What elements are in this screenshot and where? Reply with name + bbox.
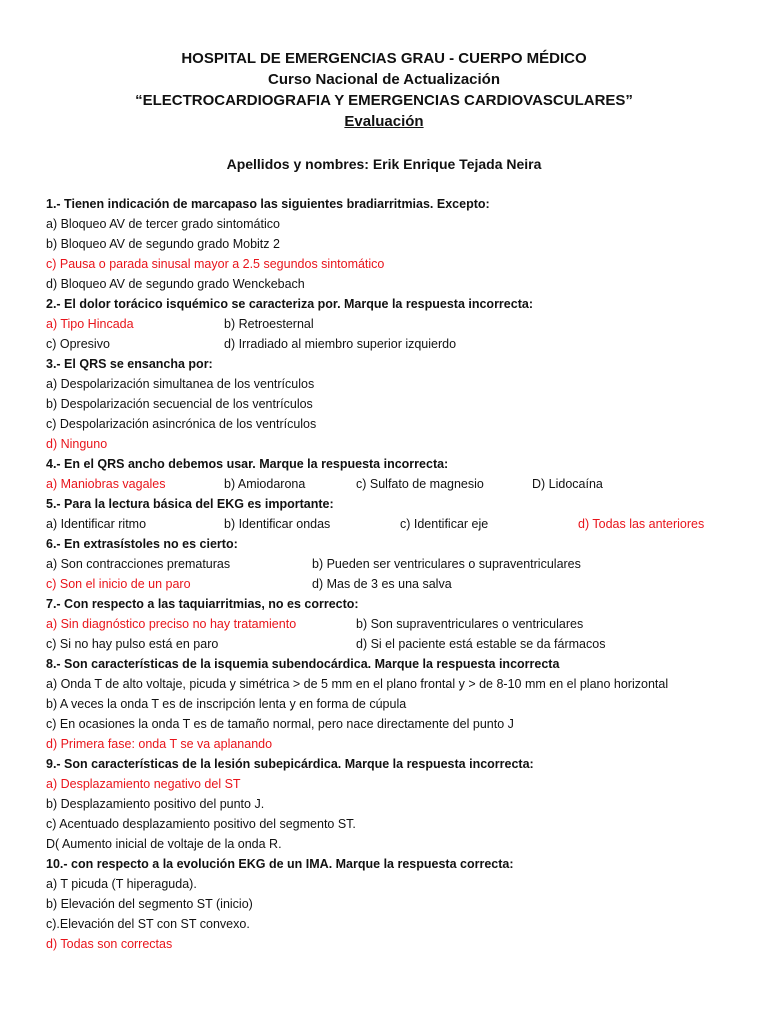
q7-option-c: c) Si no hay pulso está en paro bbox=[46, 637, 219, 651]
q2-option-d: d) Irradiado al miembro superior izquierdo bbox=[224, 337, 457, 351]
hospital-title: HOSPITAL DE EMERGENCIAS GRAU - CUERPO MÉDICO bbox=[181, 50, 587, 67]
q4-option-b: b) Amiodarona bbox=[224, 477, 306, 491]
q3-option-d-answer: d) Ninguno bbox=[46, 437, 108, 451]
q10-option-a: a) T picuda (T hiperaguda). bbox=[46, 877, 197, 891]
q7-option-a-answer: a) Sin diagnóstico preciso no hay tratamiento bbox=[46, 617, 297, 631]
q6-option-b: b) Pueden ser ventriculares o supraventriculares bbox=[312, 557, 581, 571]
q2-options-row-2 bbox=[46, 334, 746, 354]
q3-option-c: c) Despolarización asincrónica de los ventrículos bbox=[46, 417, 317, 431]
q5-option-b: b) Identificar ondas bbox=[224, 517, 331, 531]
question-3: 3.- El QRS se ensancha por: bbox=[46, 357, 213, 371]
question-9: 9.- Son características de la lesión subepicárdica. Marque la respuesta incorrecta: bbox=[46, 757, 534, 771]
course-subject: “ELECTROCARDIOGRAFIA Y EMERGENCIAS CARDIOVASCULARES” bbox=[135, 92, 633, 109]
q6-options-row-2 bbox=[46, 574, 746, 594]
q1-option-a: a) Bloqueo AV de tercer grado sintomático bbox=[46, 217, 280, 231]
question-8: 8.- Son características de la isquemia subendocárdica. Marque la respuesta incorrecta bbox=[46, 657, 560, 671]
q2-option-c: c) Opresivo bbox=[46, 337, 110, 351]
q3-option-a: a) Despolarización simultanea de los ventrículos bbox=[46, 377, 315, 391]
evaluation-title: Evaluación bbox=[344, 113, 424, 130]
q10-option-d-answer: d) Todas son correctas bbox=[46, 937, 173, 951]
q5-option-c: c) Identificar eje bbox=[400, 517, 489, 531]
q8-option-b: b) A veces la onda T es de inscripción lenta y en forma de cúpula bbox=[46, 697, 407, 711]
question-4: 4.- En el QRS ancho debemos usar. Marque la respuesta incorrecta: bbox=[46, 457, 449, 471]
question-7: 7.- Con respecto a las taquiarritmias, no es correcto: bbox=[46, 597, 359, 611]
q7-option-b: b) Son supraventriculares o ventriculares bbox=[356, 617, 584, 631]
q5-options-row bbox=[46, 514, 746, 534]
q7-options-row-2 bbox=[46, 634, 746, 654]
q4-option-c: c) Sulfato de magnesio bbox=[356, 477, 484, 491]
q8-option-c: c) En ocasiones la onda T es de tamaño normal, pero nace directamente del punto J bbox=[46, 717, 514, 731]
q1-option-c-answer: c) Pausa o parada sinusal mayor a 2.5 segundos sintomático bbox=[46, 257, 385, 271]
q2-option-b: b) Retroesternal bbox=[224, 317, 314, 331]
q6-options-row-1 bbox=[46, 554, 746, 574]
q6-option-c-answer: c) Son el inicio de un paro bbox=[46, 577, 191, 591]
q1-option-b: b) Bloqueo AV de segundo grado Mobitz 2 bbox=[46, 237, 280, 251]
question-1: 1.- Tienen indicación de marcapaso las siguientes bradiarritmias. Excepto: bbox=[46, 197, 490, 211]
q8-option-d-answer: d) Primera fase: onda T se va aplanando bbox=[46, 737, 273, 751]
question-2: 2.- El dolor torácico isquémico se caracteriza por. Marque la respuesta incorrecta: bbox=[46, 297, 533, 311]
question-6: 6.- En extrasístoles no es cierto: bbox=[46, 537, 238, 551]
document-header bbox=[0, 48, 768, 132]
q4-option-a-answer: a) Maniobras vagales bbox=[46, 477, 166, 491]
q4-option-d: D) Lidocaína bbox=[532, 477, 603, 491]
question-5: 5.- Para la lectura básica del EKG es importante: bbox=[46, 497, 334, 511]
q9-option-c: c) Acentuado desplazamiento positivo del segmento ST. bbox=[46, 817, 356, 831]
q4-options-row bbox=[46, 474, 746, 494]
q9-option-d: D( Aumento inicial de voltaje de la onda R. bbox=[46, 837, 282, 851]
q2-options-row-1 bbox=[46, 314, 746, 334]
q5-option-d-answer: d) Todas las anteriores bbox=[578, 517, 705, 531]
q6-option-a: a) Son contracciones prematuras bbox=[46, 557, 231, 571]
q2-option-a-answer: a) Tipo Hincada bbox=[46, 317, 134, 331]
q7-option-d: d) Si el paciente está estable se da fármacos bbox=[356, 637, 606, 651]
q10-option-b: b) Elevación del segmento ST (inicio) bbox=[46, 897, 253, 911]
q10-option-c: c).Elevación del ST con ST convexo. bbox=[46, 917, 250, 931]
course-title: Curso Nacional de Actualización bbox=[268, 71, 500, 88]
q1-option-d: d) Bloqueo AV de segundo grado Wenckebach bbox=[46, 277, 305, 291]
q5-option-a: a) Identificar ritmo bbox=[46, 517, 147, 531]
q9-option-a-answer: a) Desplazamiento negativo del ST bbox=[46, 777, 241, 791]
q3-option-b: b) Despolarización secuencial de los ventrículos bbox=[46, 397, 313, 411]
question-10: 10.- con respecto a la evolución EKG de un IMA. Marque la respuesta correcta: bbox=[46, 857, 514, 871]
student-name: Apellidos y nombres: Erik Enrique Tejada Neira bbox=[226, 156, 542, 172]
q8-option-a: a) Onda T de alto voltaje, picuda y simétrica > de 5 mm en el plano frontal y > de 8-10 mm en el plano horizontal bbox=[46, 677, 669, 691]
q9-option-b: b) Desplazamiento positivo del punto J. bbox=[46, 797, 265, 811]
q7-options-row-1 bbox=[46, 614, 746, 634]
q6-option-d: d) Mas de 3 es una salva bbox=[312, 577, 452, 591]
